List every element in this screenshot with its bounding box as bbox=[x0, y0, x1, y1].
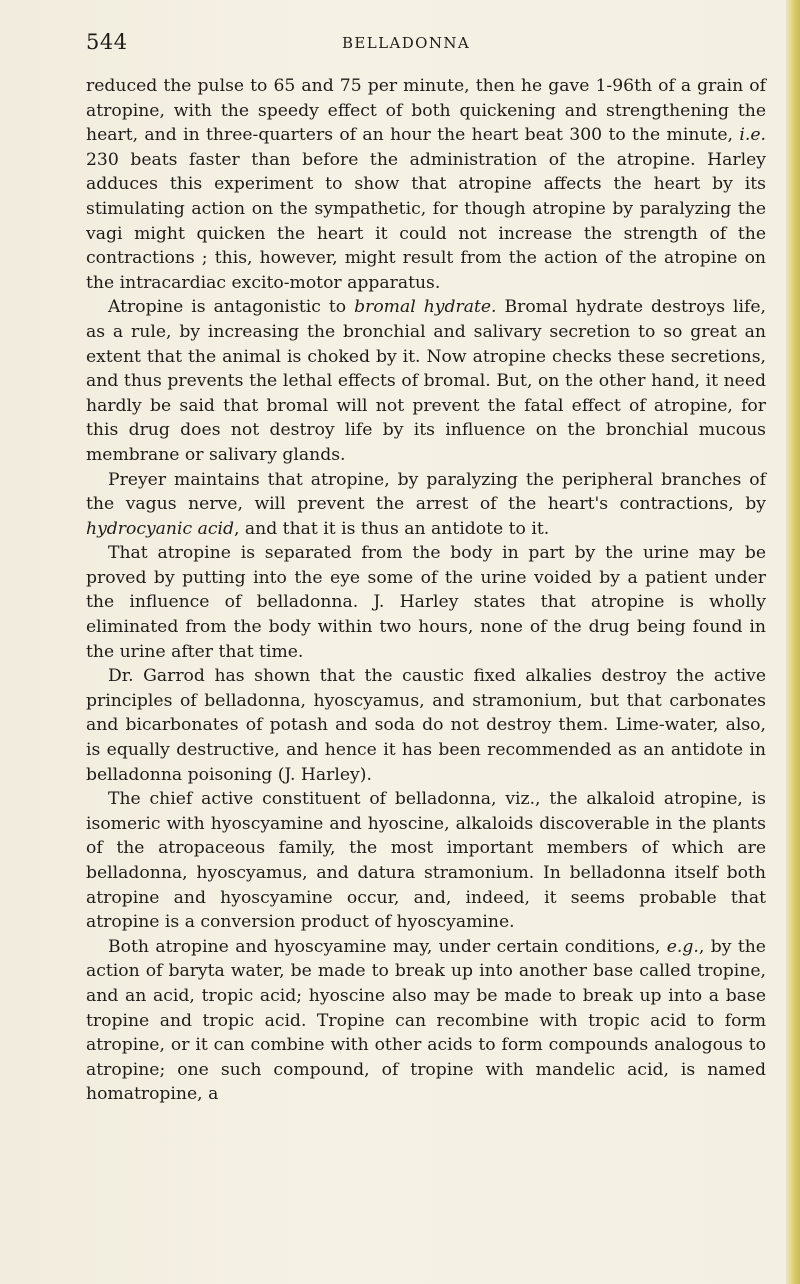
italic-text-run: e.g. bbox=[666, 936, 699, 957]
text-run: Dr. Garrod has shown that the caustic fixed alkalies destroy the active principles of belladonna, hyoscyamus, and stramonium, but that carbonates and bicarbonates of potash and soda do not destroy them. Lime-water, also, is equally destructive, and hence it has been recommended as an antidote in belladonna poisoning (J. Harley). bbox=[86, 666, 766, 785]
text-run: Bromal hydrate destroys life, as a rule, by increasing the bronchial and salivary secretion to so great an extent that the animal is choked by it. Now atropine checks these secretions, and thus prevents the lethal effects of bromal. But, on the other hand, it need hardly be said that bromal will not prevent the fatal effect of atropine, for this drug does not destroy life by its influence on the bronchial mucous membrane or salivary glands. bbox=[86, 297, 767, 465]
text-run: That atropine is separated from the body in part by the urine may be proved by putting into the eye some of the urine voided by a patient under the influence of belladonna. J. Harley states that atropine is wholly eliminated from the body within two hours, none of the drug being found in the urine after that time. bbox=[86, 543, 766, 662]
paragraph bbox=[86, 295, 766, 467]
text-run: The chief active constituent of belladonna, viz., the alkaloid atropine, is isomeric with hyoscyamine and hyoscine, alkaloids discoverable in the plants of the atropaceous family, the most important members of which are belladonna, hyoscyamus, and datura stramonium. In belladonna itself both atropine and hyoscyamine occur, and, indeed, it seems probable that atropine is a conversion product of hyoscyamine. bbox=[86, 789, 766, 933]
italic-text-run: i.e. bbox=[739, 125, 766, 146]
italic-text-run: hydrocyanic acid bbox=[86, 518, 234, 539]
text-run: , and that it is thus an antidote to it. bbox=[233, 518, 550, 539]
body-text bbox=[86, 74, 766, 1107]
paragraph bbox=[86, 664, 766, 787]
text-run: 230 beats faster than before the administration of the atropine. Harley adduces this experiment to show that atropine affects the heart by its stimulating action on the sympathetic, for though atropine by paralyzing the vagi might quicken the heart it could not increase the strength of the contractions ; this, however, might result from the action of the atropine on the intracardiac excito-motor apparatus. bbox=[86, 149, 766, 293]
italic-text-run: bromal hydrate. bbox=[354, 297, 497, 318]
paragraph bbox=[86, 74, 766, 295]
paragraph bbox=[86, 787, 766, 935]
text-run: , by the action of baryta water, be made to break up into another base called tropine, and an acid, tropic acid; hyoscine also may be made to break up into a base tropine and tropic acid. Tropine can recombine with tropic acid to form atropine, or it can combine with other acids to form compounds analogous to atropine; one such compound, of tropine with mandelic acid, is named homatropine, a bbox=[86, 936, 766, 1105]
paragraph bbox=[86, 541, 766, 664]
text-run: reduced the pulse to 65 and 75 per minute, then he gave 1-96th of a grain of atropine, with the speedy effect of both quickening and strengthening the heart, and in three-quarters of an hour the heart beat 300 to the minute, bbox=[86, 76, 766, 146]
running-head: BELLADONNA bbox=[342, 34, 471, 52]
page-edge bbox=[786, 0, 800, 1284]
page-header bbox=[86, 30, 766, 60]
page-number: 544 bbox=[86, 30, 128, 54]
paragraph bbox=[86, 468, 766, 542]
text-run: Both atropine and hyoscyamine may, under certain conditions, bbox=[108, 936, 667, 957]
text-run: Preyer maintains that atropine, by paralyzing the peripheral branches of the vagus nerve, will prevent the arrest of the heart's contractions, by bbox=[86, 469, 766, 515]
text-run: Atropine is antagonistic to bbox=[108, 297, 355, 318]
paragraph bbox=[86, 935, 766, 1107]
